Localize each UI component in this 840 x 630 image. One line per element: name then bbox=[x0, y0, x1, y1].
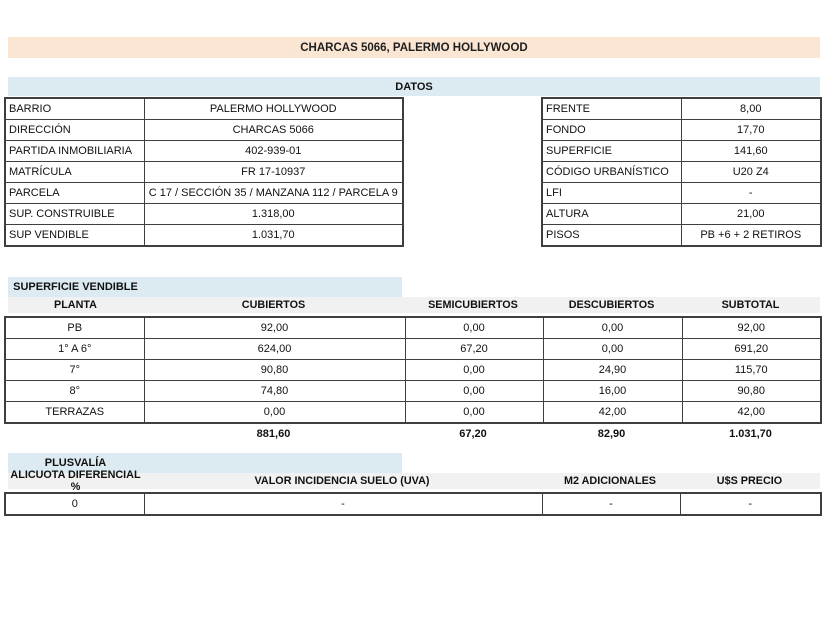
datos-label-cell: PARTIDA INMOBILIARIA bbox=[5, 141, 144, 162]
datos-right-table bbox=[541, 97, 822, 247]
table-row bbox=[5, 162, 403, 183]
planta-cell: 8° bbox=[5, 381, 144, 402]
datos-label-cell: MATRÍCULA bbox=[5, 162, 144, 183]
table-row bbox=[5, 183, 403, 204]
valor-incidencia-cell: - bbox=[144, 493, 542, 515]
column-header: VALOR INCIDENCIA SUELO (UVA) bbox=[254, 475, 430, 487]
descubiertos-cell: 16,00 bbox=[543, 381, 682, 402]
table-row bbox=[5, 493, 821, 515]
datos-left-table bbox=[4, 97, 404, 247]
subtotal-cell: 92,00 bbox=[682, 317, 821, 339]
datos-value-cell: - bbox=[681, 183, 821, 204]
column-header: DESCUBIERTOS bbox=[568, 299, 655, 311]
descubiertos-cell: 42,00 bbox=[543, 402, 682, 424]
datos-label-cell: FRENTE bbox=[542, 98, 681, 120]
m2-adicionales-cell: - bbox=[542, 493, 680, 515]
datos-label-cell: SUP VENDIBLE bbox=[5, 225, 144, 247]
descubiertos-cell: 0,00 bbox=[543, 317, 682, 339]
table-row bbox=[5, 204, 403, 225]
table-row bbox=[542, 225, 821, 247]
datos-value-cell: 141,60 bbox=[681, 141, 821, 162]
semicubiertos-cell: 0,00 bbox=[405, 317, 543, 339]
planta-cell: PB bbox=[5, 317, 144, 339]
cubiertos-cell: 74,80 bbox=[144, 381, 405, 402]
table-row bbox=[542, 183, 821, 204]
total-descubiertos: 82,90 bbox=[597, 428, 626, 440]
section-title: PLUSVALÍA bbox=[44, 457, 107, 469]
table-row bbox=[542, 162, 821, 183]
planta-cell: 7° bbox=[5, 360, 144, 381]
datos-value-cell: C 17 / SECCIÓN 35 / MANZANA 112 / PARCELA 9 bbox=[144, 183, 403, 204]
datos-label-cell: CÓDIGO URBANÍSTICO bbox=[542, 162, 681, 183]
datos-label-cell: PARCELA bbox=[5, 183, 144, 204]
datos-value-cell: 1.318,00 bbox=[144, 204, 403, 225]
total-semicubiertos: 67,20 bbox=[459, 428, 487, 440]
descubiertos-cell: 24,90 bbox=[543, 360, 682, 381]
datos-value-cell: PB +6 + 2 RETIROS bbox=[681, 225, 821, 247]
semicubiertos-cell: 0,00 bbox=[405, 402, 543, 424]
table-row bbox=[5, 141, 403, 162]
table-row bbox=[542, 141, 821, 162]
datos-label-cell: ALTURA bbox=[542, 204, 681, 225]
column-header: U$S PRECIO bbox=[716, 475, 783, 487]
planta-cell: TERRAZAS bbox=[5, 402, 144, 424]
table-row bbox=[5, 360, 821, 381]
superficie-vendible-section-header bbox=[8, 277, 402, 297]
cubiertos-cell: 90,80 bbox=[144, 360, 405, 381]
section-title: SUPERFICIE VENDIBLE bbox=[13, 281, 138, 293]
superficie-vendible-column-headers bbox=[8, 297, 820, 313]
datos-value-cell: 402-939-01 bbox=[144, 141, 403, 162]
precio-cell: - bbox=[680, 493, 821, 515]
semicubiertos-cell: 67,20 bbox=[405, 339, 543, 360]
column-header: SEMICUBIERTOS bbox=[428, 299, 518, 311]
total-cubiertos: 881,60 bbox=[256, 428, 291, 440]
table-row bbox=[542, 120, 821, 141]
datos-value-cell: U20 Z4 bbox=[681, 162, 821, 183]
datos-label-cell: FONDO bbox=[542, 120, 681, 141]
semicubiertos-cell: 0,00 bbox=[405, 360, 543, 381]
datos-value-cell: 21,00 bbox=[681, 204, 821, 225]
cubiertos-cell: 624,00 bbox=[144, 339, 405, 360]
table-row bbox=[542, 204, 821, 225]
datos-value-cell: CHARCAS 5066 bbox=[144, 120, 403, 141]
subtotal-cell: 691,20 bbox=[682, 339, 821, 360]
table-row bbox=[5, 98, 403, 120]
plusvalia-table bbox=[4, 492, 822, 516]
datos-value-cell: 1.031,70 bbox=[144, 225, 403, 247]
datos-label-cell: PISOS bbox=[542, 225, 681, 247]
table-row bbox=[542, 98, 821, 120]
planta-cell: 1° A 6° bbox=[5, 339, 144, 360]
datos-label-cell: SUP. CONSTRUIBLE bbox=[5, 204, 144, 225]
table-row bbox=[5, 120, 403, 141]
table-row bbox=[5, 317, 821, 339]
page-title: CHARCAS 5066, PALERMO HOLLYWOOD bbox=[8, 37, 820, 58]
datos-label-cell: BARRIO bbox=[5, 98, 144, 120]
plusvalia-column-headers bbox=[8, 469, 820, 493]
table-row bbox=[5, 339, 821, 360]
table-row bbox=[5, 225, 403, 247]
column-header: PLANTA bbox=[54, 299, 97, 311]
cubiertos-cell: 92,00 bbox=[144, 317, 405, 339]
datos-section-header: DATOS bbox=[8, 77, 820, 96]
descubiertos-cell: 0,00 bbox=[543, 339, 682, 360]
superficie-vendible-table bbox=[4, 316, 822, 424]
subtotal-cell: 90,80 bbox=[682, 381, 821, 402]
subtotal-cell: 115,70 bbox=[682, 360, 821, 381]
alicuota-cell: 0 bbox=[5, 493, 144, 515]
datos-label-cell: LFI bbox=[542, 183, 681, 204]
superficie-vendible-totals-row bbox=[4, 424, 820, 444]
table-row bbox=[5, 381, 821, 402]
subtotal-cell: 42,00 bbox=[682, 402, 821, 424]
column-header: ALICUOTA DIFERENCIAL % bbox=[10, 469, 141, 493]
datos-value-cell: FR 17-10937 bbox=[144, 162, 403, 183]
total-subtotal: 1.031,70 bbox=[729, 428, 772, 440]
column-header: SUBTOTAL bbox=[721, 299, 780, 311]
datos-value-cell: PALERMO HOLLYWOOD bbox=[144, 98, 403, 120]
datos-label-cell: SUPERFICIE bbox=[542, 141, 681, 162]
column-header: CUBIERTOS bbox=[241, 299, 306, 311]
cubiertos-cell: 0,00 bbox=[144, 402, 405, 424]
datos-value-cell: 8,00 bbox=[681, 98, 821, 120]
column-header: M2 ADICIONALES bbox=[564, 475, 656, 487]
semicubiertos-cell: 0,00 bbox=[405, 381, 543, 402]
table-row bbox=[5, 402, 821, 424]
datos-value-cell: 17,70 bbox=[681, 120, 821, 141]
datos-label-cell: DIRECCIÓN bbox=[5, 120, 144, 141]
